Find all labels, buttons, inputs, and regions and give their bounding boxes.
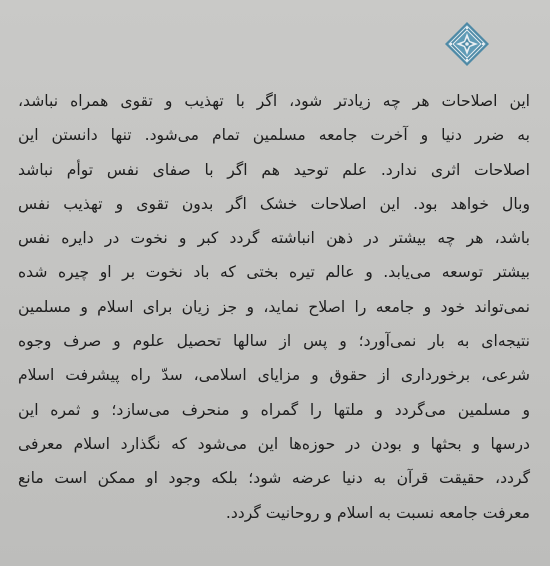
- paragraph: [18, 84, 530, 530]
- paragraph-line: به ضرر دنیا و آخرت جامعه مسلمین تمام می‌شود. تنها دانستن این: [18, 126, 530, 145]
- paragraph-line: این اصلاحات هر چه زیادتر شود، اگر با تهذیب و تقوی همراه نباشد،: [18, 92, 530, 110]
- paragraph-line: و مسلمین می‌گردد و ملتها را گمراه و منحرف می‌سازد؛ و ثمره این: [18, 400, 530, 419]
- paragraph-line: نمی‌تواند خود و جامعه را اصلاح نماید، و جز زیان برای اسلام و مسلمین: [18, 297, 530, 316]
- paragraph-line: اصلاحات اثری ندارد. علم توحید هم اگر با صفای نفس توأم نباشد: [18, 160, 530, 179]
- paragraph-line: شرعی، برخورداری از حقوق و مزایای اسلامی، سدّ راه پیشرفت اسلام: [18, 366, 530, 385]
- paragraph-line: وبال خواهد بود. این اصلاحات خشک اگر بدون تقوی و تهذیب نفس: [18, 194, 530, 213]
- diamond-ornament-icon: [444, 21, 490, 67]
- paragraph-line: معرفت جامعه نسبت به اسلام و روحانیت گردد.: [225, 503, 530, 522]
- paragraph-line: نتیجه‌ای به بار نمی‌آورد؛ و پس از سالها تحصیل علوم و صرف وجوه: [18, 332, 530, 351]
- paragraph-line: درسها و بحثها و بودن در حوزه‌ها این می‌شود که نگذارد اسلام معرفی: [18, 434, 530, 453]
- paragraph-line: باشد، هر چه بیشتر در ذهن انباشته گردد کبر و نخوت در دایره نفس: [18, 229, 530, 248]
- paragraph-line: گردد، حقیقت قرآن به دنیا عرضه شود؛ بلکه وجود او ممکن است مانع: [18, 469, 530, 488]
- paragraph-line: بیشتر توسعه می‌یابد. و عالم تیره بختی که باد نخوت بر او چیره شده: [18, 263, 530, 282]
